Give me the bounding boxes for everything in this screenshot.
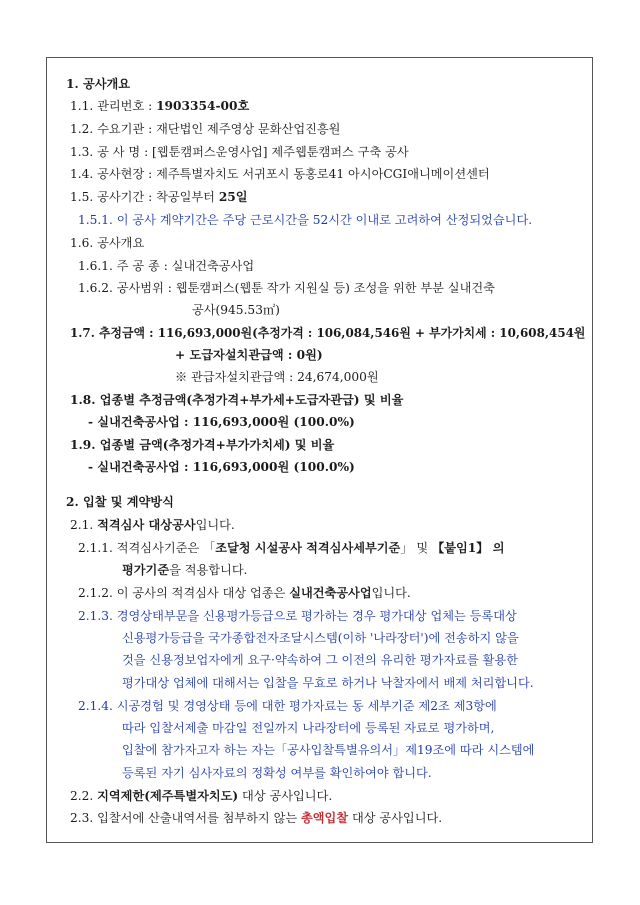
project-period: 1.5. 공사기간 : 착공일부터 25일 (70, 190, 248, 204)
evaluation-data-rule-1: 2.1.4. 시공경험 및 경영상태 등에 대한 평가자료는 동 세부기준 제2조 제3항에 (78, 699, 497, 713)
credit-rating-rule-4: 평가대상 업체에 대해서는 입찰을 무효로 하거나 낙찰자에서 배제 처리합니다. (122, 676, 534, 690)
project-site: 1.4. 공사현장 : 제주특별자치도 서귀포시 동홍로41 아시아CGI애니메이션센터 (70, 167, 490, 181)
review-criteria-cont: 평가기준을 적용합니다. (122, 563, 248, 577)
project-name: 1.3. 공 사 명 : [웹툰캠퍼스운영사업] 제주웹툰캠퍼스 구축 공사 (70, 145, 409, 159)
lump-sum-bid: 2.3. 입찰서에 산출내역서를 첨부하지 않는 총액입찰 대상 공사입니다. (70, 811, 443, 825)
main-work-type: 1.6.1. 주 공 종 : 실내건축공사업 (78, 259, 255, 273)
regional-restriction: 2.2. 지역제한(제주특별자치도) 대상 공사입니다. (70, 789, 333, 803)
credit-rating-rule-2: 신용평가등급을 국가종합전자조달시스템(이하 '나라장터')에 전송하지 않을 (122, 631, 519, 645)
work-scope-cont: 공사(945.53㎡) (192, 303, 280, 317)
project-overview-heading: 1.6. 공사개요 (70, 236, 145, 250)
evaluation-data-rule-2: 따라 입찰서제출 마감일 전일까지 나라장터에 등록된 자료로 평가하며, (122, 721, 495, 735)
demand-agency: 1.2. 수요기관 : 재단법인 제주영상 문화산업진흥원 (70, 122, 341, 136)
estimate-by-industry: 1.8. 업종별 추정금액(추정가격+부가세+도급자관급) 및 비율 (70, 393, 404, 407)
evaluation-data-rule-4: 등록된 자기 심사자료의 정확성 여부를 확인하여야 합니다. (122, 766, 432, 780)
amount-by-industry: 1.9. 업종별 금액(추정가격+부가가치세) 및 비율 (70, 438, 335, 452)
estimated-amount-cont: + 도급자설치관급액 : 0원) (175, 348, 323, 362)
management-number: 1.1. 관리번호 : 1903354-00호 (70, 99, 250, 113)
credit-rating-rule-1: 2.1.3. 경영상태부문을 신용평가등급으로 평가하는 경우 평가대상 업체는 등록대상 (78, 609, 517, 623)
amount-by-industry-item: - 실내건축공사업 : 116,693,000원 (100.0%) (88, 460, 355, 474)
credit-rating-rule-3: 것을 신용정보업자에게 요구·약속하여 그 이전의 유리한 평가자료를 활용한 (122, 653, 518, 667)
government-supplied-note: ※ 관급자설치관급액 : 24,674,000원 (175, 370, 379, 384)
review-criteria: 2.1.1. 적격심사기준은 「조달청 시설공사 적격심사세부기준」 및 【붙임1】 의 (78, 541, 505, 555)
section-2-title: 2. 입찰 및 계약방식 (66, 495, 174, 509)
contract-period-note: 1.5.1. 이 공사 계약기간은 주당 근로시간을 52시간 이내로 고려하여 산정되었습니다. (78, 213, 533, 227)
review-industry: 2.1.2. 이 공사의 적격심사 대상 업종은 실내건축공사업입니다. (78, 586, 411, 600)
estimated-amount: 1.7. 추정금액 : 116,693,000원(추정가격 : 106,084,546원 + 부가가치세 : 10,608,454원 (70, 326, 586, 340)
work-scope: 1.6.2. 공사범위 : 웹툰캠퍼스(웹툰 작가 지원실 등) 조성을 위한 부분 실내건축 (78, 281, 495, 295)
estimate-by-industry-item: - 실내건축공사업 : 116,693,000원 (100.0%) (88, 415, 355, 429)
evaluation-data-rule-3: 입찰에 참가자고자 하는 자는「공사입찰특별유의서」제19조에 따라 시스템에 (122, 743, 535, 757)
qualification-review: 2.1. 적격심사 대상공사입니다. (70, 518, 235, 532)
section-1-title: 1. 공사개요 (66, 77, 131, 91)
